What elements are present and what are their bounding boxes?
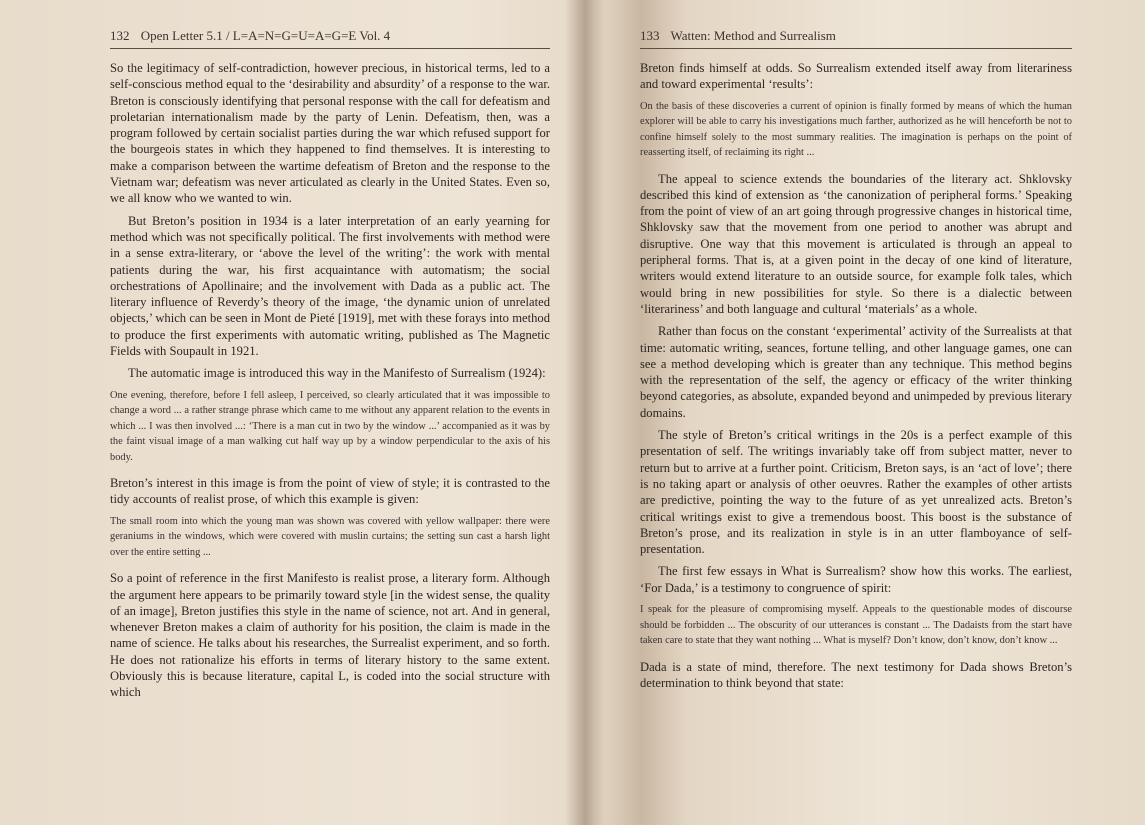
- left-page-header: [110, 28, 550, 49]
- block-quote: On the basis of these discoveries a current of opinion is finally formed by means of which the human explorer will be able to carry his investigations much farther, authorized as he will henceforth be not to confine himself solely to the most summary realities. The imagination is perhaps on the point of reasserting itself, of reclaiming its right ...: [640, 100, 1072, 159]
- left-page-body: [110, 60, 550, 707]
- right-page: [640, 0, 1072, 825]
- paragraph: Breton’s interest in this image is from the point of view of style; it is contrasted to the tidy accounts of realist prose, of which this example is given:: [110, 476, 550, 507]
- page-number: 132: [110, 28, 130, 43]
- right-page-body: [640, 60, 1072, 697]
- block-quote: The small room into which the young man was shown was covered with yellow wallpaper: there were geraniums in the windows, which were covered with muslin curtains; the setting sun cast a harsh light over the entire setting ...: [110, 515, 550, 558]
- paragraph: Breton finds himself at odds. So Surrealism extended itself away from literariness and toward experimental ‘results’:: [640, 61, 1072, 92]
- running-title: Open Letter 5.1 / L=A=N=G=U=A=G=E Vol. 4: [140, 28, 391, 43]
- paragraph: The style of Breton’s critical writings in the 20s is a perfect example of this presentation of self. The writings invariably take off from subject matter, never to return but to arrive at a further point. Criticism, Breton says, is an ‘act of love’; there is no taking apart or analysis of other oeuvres. Rather the examples of other artists are predictive, pointing the way to the future of as yet unrealized acts. Breton’s critical writings exist to give a tremendous boost. This boost is the substance of Breton’s prose, and its realization in style is in an utter flamboyance of self-presentation.: [640, 428, 1072, 557]
- paragraph: So the legitimacy of self-contradiction, however precious, in historical terms, led to a self-conscious method equal to the ‘desirability and absurdity’ of a response to the war. Breton is consciously identifying that personal response with the call for defeatism and proletarian internationalism made by the party of Lenin. Defeatism, then, was a program followed by certain socialist parties during the war which refused support for the bourgeois states in which they happened to find themselves. It is interesting to make a comparison between the wartime defeatism of Breton and the response to the Vietnam war; defeatism was never articulated as clearly in the United States. Even so, we all know who we wanted to win.: [110, 61, 550, 206]
- book-gutter: [565, 0, 605, 825]
- block-quote: I speak for the pleasure of compromising myself. Appeals to the questionable modes of discourse should be forbidden ... The obscurity of our utterances is constant ... The Dadaists from the start have taken care to state that they want nothing ... What is myself? Don’t know, don’t know, don’t know ...: [640, 604, 1072, 647]
- paragraph: Dada is a state of mind, therefore. The next testimony for Dada shows Breton’s determination to think beyond that state:: [640, 659, 1072, 690]
- page-number: 133: [640, 28, 660, 43]
- paragraph: The first few essays in What is Surrealism? show how this works. The earliest, ‘For Dada,’ is a testimony to congruence of spirit:: [640, 564, 1072, 595]
- block-quote: One evening, therefore, before I fell asleep, I perceived, so clearly articulated that it was impossible to change a word ... a rather strange phrase which came to me without any apparent relation to the events in which ... I was then involved ...: ‘There is a man cut in two by the window ...’ accompanied as it was by the faint visual image of a man walking cut half way up by a window perpendicular to the axis of his body.: [110, 389, 550, 463]
- paragraph: The appeal to science extends the boundaries of the literary act. Shklovsky described this kind of extension as ‘the canonization of peripheral forms.’ Speaking from the point of view of an art going through progressive changes in historical time, Shklovsky saw that the movement from one period to another was abrupt and disruptive. One way that this movement is articulated is through an appeal to peripheral forms. That is, at a given point in the decay of one kind of literature, writers would extend literature to an outside source, for example folk tales, which would bring in new possibilities for style. So there is a dialectic between ‘literariness’ and both language and cultural ‘materials’ as a whole.: [640, 171, 1072, 316]
- right-page-header: [640, 28, 1072, 49]
- paragraph: The automatic image is introduced this way in the Manifesto of Surrealism (1924):: [128, 366, 546, 381]
- left-page: [110, 0, 550, 825]
- paragraph: Rather than focus on the constant ‘experimental’ activity of the Surrealists at that time: automatic writing, seances, fortune telling, and other language games, one can see a method developing which is greater than any technique. This method begins with the representation of the self, the agency or efficacy of the writer thinking beyond categories, as absolute, expanded beyond and unimpeded by previous literary domains.: [640, 324, 1072, 420]
- running-title: Watten: Method and Surrealism: [670, 28, 836, 43]
- paragraph: But Breton’s position in 1934 is a later interpretation of an early yearning for method which was not specifically political. The first involvements with method were in a sense extra-literary, or ‘above the level of the writing’: the work with mental patients during the war, his first acquaintance with automatism; the social orchestrations of Apollinaire; and the involvement with Dada as a public act. The literary influence of Reverdy’s theory of the image, ‘the dynamic union of unrelated objects,’ which can be seen in Mont de Pieté [1919], met with these forays into method to produce the first experiments with automatic writing, published as The Magnetic Fields with Soupault in 1921.: [110, 213, 550, 359]
- paragraph: So a point of reference in the first Manifesto is realist prose, a literary form. Although the argument here appears to be primarily toward style [in the widest sense, the quality of an image], Breton justifies this style in the name of science, not art. And in general, whenever Breton makes a claim of authority for his position, the claim is made in the name of science. He talks about his researches, the Surrealist experiment, and so forth. He does not rationalize his efforts in terms of literary history to the same extent. Obviously this is because literature, capital L, is coded into the social structure with which: [110, 571, 550, 700]
